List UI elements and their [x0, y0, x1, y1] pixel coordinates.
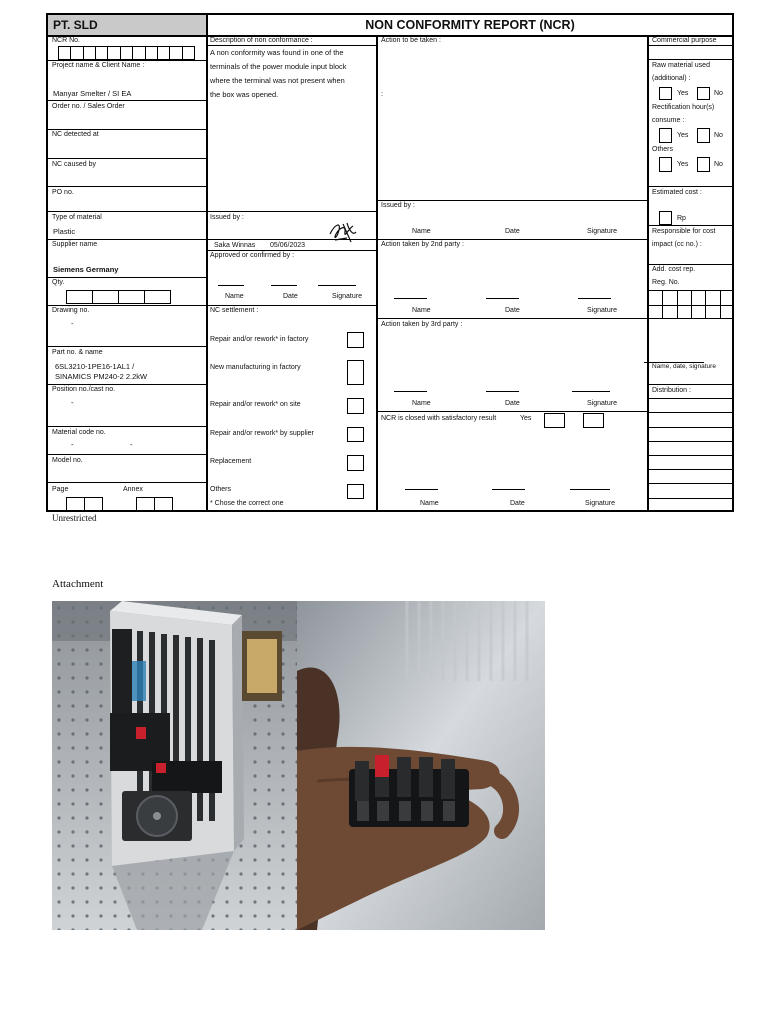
approved-name-line — [218, 285, 244, 286]
annex-label: Annex — [123, 486, 143, 493]
estimated-cost-label: Estimated cost : — [652, 189, 702, 196]
settlement-checkbox-3[interactable] — [347, 398, 364, 414]
row-line — [648, 412, 734, 413]
classification-label: Unrestricted — [52, 513, 97, 523]
row-line — [648, 398, 734, 399]
row-line — [648, 441, 734, 442]
third-party-name-line — [394, 391, 427, 392]
row-line — [648, 427, 734, 428]
issued-date: 05/06/2023 — [270, 242, 306, 249]
commercial-label: Commercial purpose — [652, 37, 717, 44]
add-cost-label: Add. cost rep. — [652, 266, 696, 273]
closed-label: NCR is closed with satisfactory result — [381, 415, 497, 422]
ncr-form — [46, 13, 734, 512]
action-label: Action to be taken : — [381, 37, 441, 44]
part-label: Part no. & name — [52, 349, 103, 356]
estimated-cost-checkbox[interactable] — [659, 211, 672, 225]
settlement-option-6: Others — [210, 486, 232, 493]
row-line — [48, 100, 206, 101]
qty-label: Qty. — [52, 279, 65, 286]
issued-date-label: Date — [505, 228, 520, 235]
position-value: - — [71, 398, 74, 407]
rectification-no-checkbox[interactable] — [697, 128, 710, 143]
row-line — [377, 200, 648, 201]
row-line — [48, 482, 206, 483]
photo-power-module — [52, 601, 297, 930]
others-no-label: No — [714, 161, 723, 168]
settlement-checkbox-4[interactable] — [347, 427, 364, 442]
settlement-option-2: New manufacturing in factory — [210, 364, 301, 371]
row-line — [377, 318, 648, 319]
second-party-date-label: Date — [505, 307, 520, 314]
closed-no-checkbox[interactable] — [583, 413, 604, 428]
page-grid[interactable] — [66, 497, 103, 512]
row-line — [648, 45, 734, 46]
row-line — [648, 455, 734, 456]
signature-mark — [327, 220, 359, 246]
others-no-checkbox[interactable] — [697, 157, 710, 172]
row-line — [648, 498, 734, 499]
settlement-checkbox-1[interactable] — [347, 332, 364, 348]
row-line — [648, 469, 734, 470]
settlement-checkbox-2[interactable] — [347, 360, 364, 385]
impact-label: impact (cc no.) : — [652, 241, 702, 248]
project-label: Project name & Client Name : — [52, 62, 145, 69]
third-party-signature-label: Signature — [587, 400, 617, 407]
row-line — [207, 239, 377, 240]
photo-terminal-block — [297, 601, 545, 930]
issued-name: Saka Winnas — [214, 242, 256, 249]
material-type-label: Type of material — [52, 214, 102, 221]
second-party-date-line — [486, 298, 519, 299]
row-line — [648, 225, 734, 226]
distribution-label: Distribution : — [652, 387, 691, 394]
row-line — [648, 305, 734, 306]
description-line-1: A non conformity was found in one of the — [210, 48, 344, 57]
third-party-name-label: Name — [412, 400, 431, 407]
col-divider-1 — [206, 15, 208, 512]
row-line — [48, 211, 206, 212]
currency-label: Rp — [677, 215, 686, 222]
description-line-2: terminals of the power module input block — [210, 62, 347, 71]
supplier-value: Siemens Germany — [53, 265, 119, 274]
row-line — [48, 454, 206, 455]
order-label: Order no. / Sales Order — [52, 103, 125, 110]
others-yes-checkbox[interactable] — [659, 157, 672, 172]
part-value-line-2: SINAMICS PM240-2 2.2kW — [55, 372, 148, 381]
settlement-label: NC settlement : — [210, 307, 259, 314]
reg-no-label: Reg. No. — [652, 279, 680, 286]
settlement-checkbox-5[interactable] — [347, 455, 364, 471]
project-value: Manyar Smelter / SI EA — [53, 89, 132, 98]
row-line — [48, 186, 206, 187]
third-party-signature-line — [572, 391, 610, 392]
row-line — [648, 186, 734, 187]
drawing-label: Drawing no. — [52, 307, 90, 314]
material-code-value-1: - — [71, 440, 74, 449]
settlement-option-3: Repair and/or rework* on site — [210, 401, 301, 408]
second-party-signature-line — [578, 298, 611, 299]
raw-material-label-2: (additional) : — [652, 75, 691, 82]
rectification-no-label: No — [714, 132, 723, 139]
rectification-yes-checkbox[interactable] — [659, 128, 672, 143]
rectification-label: Rectification hour(s) — [652, 104, 715, 111]
drawing-value: - — [71, 319, 74, 328]
raw-material-label: Raw material used — [652, 62, 710, 69]
power-module-illustration — [52, 601, 297, 930]
settlement-option-1: Repair and/or rework* in factory — [210, 336, 309, 343]
closed-yes-label: Yes — [520, 415, 532, 422]
description-line-3: where the terminal was not present when — [210, 76, 345, 85]
row-line — [48, 277, 206, 278]
third-party-label: Action taken by 3rd party : — [381, 321, 463, 328]
action-value: : — [381, 89, 384, 98]
material-code-label: Material code no. — [52, 429, 106, 436]
row-line — [377, 411, 648, 412]
others-yes-label: Yes — [677, 161, 689, 168]
approved-date-label: Date — [283, 293, 298, 300]
settlement-option-4: Repair and/or rework* by supplier — [210, 430, 314, 437]
issued-name-label: Name — [412, 228, 431, 235]
third-party-date-label: Date — [505, 400, 520, 407]
closed-signature-label: Signature — [585, 500, 615, 507]
issued-signature-label: Signature — [587, 228, 617, 235]
rectification-yes-label: Yes — [677, 132, 689, 139]
approved-signature-label: Signature — [332, 293, 362, 300]
row-line — [648, 59, 734, 60]
second-party-name-label: Name — [412, 307, 431, 314]
raw-material-no-label: No — [714, 90, 723, 97]
closed-date-label: Date — [510, 500, 525, 507]
model-label: Model no. — [52, 457, 83, 464]
action-issued-by-label: Issued by : — [381, 202, 415, 209]
terminal-block-illustration — [297, 601, 545, 930]
part-value-line-1: 6SL3210-1PE16-1AL1 / — [55, 362, 135, 371]
report-title: NON CONFORMITY REPORT (NCR) — [365, 18, 575, 32]
row-line — [48, 158, 206, 159]
rectification-label-2: consume : — [652, 117, 685, 124]
settlement-option-5: Replacement — [210, 458, 252, 465]
qty-grid[interactable] — [66, 290, 171, 304]
approved-name-label: Name — [225, 293, 244, 300]
raw-material-yes-label: Yes — [677, 90, 689, 97]
company-name: PT. SLD — [53, 18, 98, 32]
raw-material-no-checkbox[interactable] — [697, 87, 710, 100]
row-line — [648, 483, 734, 484]
closed-yes-checkbox[interactable] — [544, 413, 565, 428]
nc-detected-label: NC detected at — [52, 131, 99, 138]
others-label: Others — [652, 146, 674, 153]
description-line-4: the box was opened. — [210, 90, 279, 99]
page-label: Page — [52, 486, 69, 493]
material-code-value-2: - — [130, 440, 133, 449]
settlement-checkbox-6[interactable] — [347, 484, 364, 499]
row-line — [48, 346, 206, 347]
raw-material-yes-checkbox[interactable] — [659, 87, 672, 100]
second-party-signature-label: Signature — [587, 307, 617, 314]
row-line — [48, 426, 206, 427]
nc-caused-label: NC caused by — [52, 161, 96, 168]
po-label: PO no. — [52, 189, 74, 196]
approved-signature-line — [318, 285, 356, 286]
ncr-no-grid[interactable] — [58, 46, 195, 60]
position-label: Position no./cast no. — [52, 386, 116, 393]
ncr-no-label: NCR No. — [52, 37, 81, 44]
description-label: Description of non conformance : — [210, 37, 313, 44]
responsible-label: Responsible for cost — [652, 228, 716, 235]
name-date-signature-label: Name, date, signature — [652, 363, 716, 370]
closed-date-line — [492, 489, 525, 490]
material-type-value: Plastic — [53, 227, 76, 236]
settlement-footnote: * Chose the correct one — [210, 500, 284, 507]
annex-grid[interactable] — [136, 497, 173, 512]
second-party-name-line — [394, 298, 427, 299]
closed-signature-line — [570, 489, 610, 490]
second-party-label: Action taken by 2nd party : — [381, 241, 464, 248]
col-divider-2 — [376, 35, 378, 512]
approved-label: Approved or confirmed by : — [210, 252, 295, 259]
approved-date-line — [271, 285, 297, 286]
closed-name-line — [405, 489, 438, 490]
desc-issued-by-label: Issued by : — [210, 214, 244, 221]
attachment-label: Attachment — [52, 578, 104, 590]
supplier-label: Supplier name — [52, 241, 98, 248]
row-line — [207, 211, 377, 212]
third-party-date-line — [486, 391, 519, 392]
row-line — [648, 384, 734, 385]
closed-name-label: Name — [420, 500, 439, 507]
